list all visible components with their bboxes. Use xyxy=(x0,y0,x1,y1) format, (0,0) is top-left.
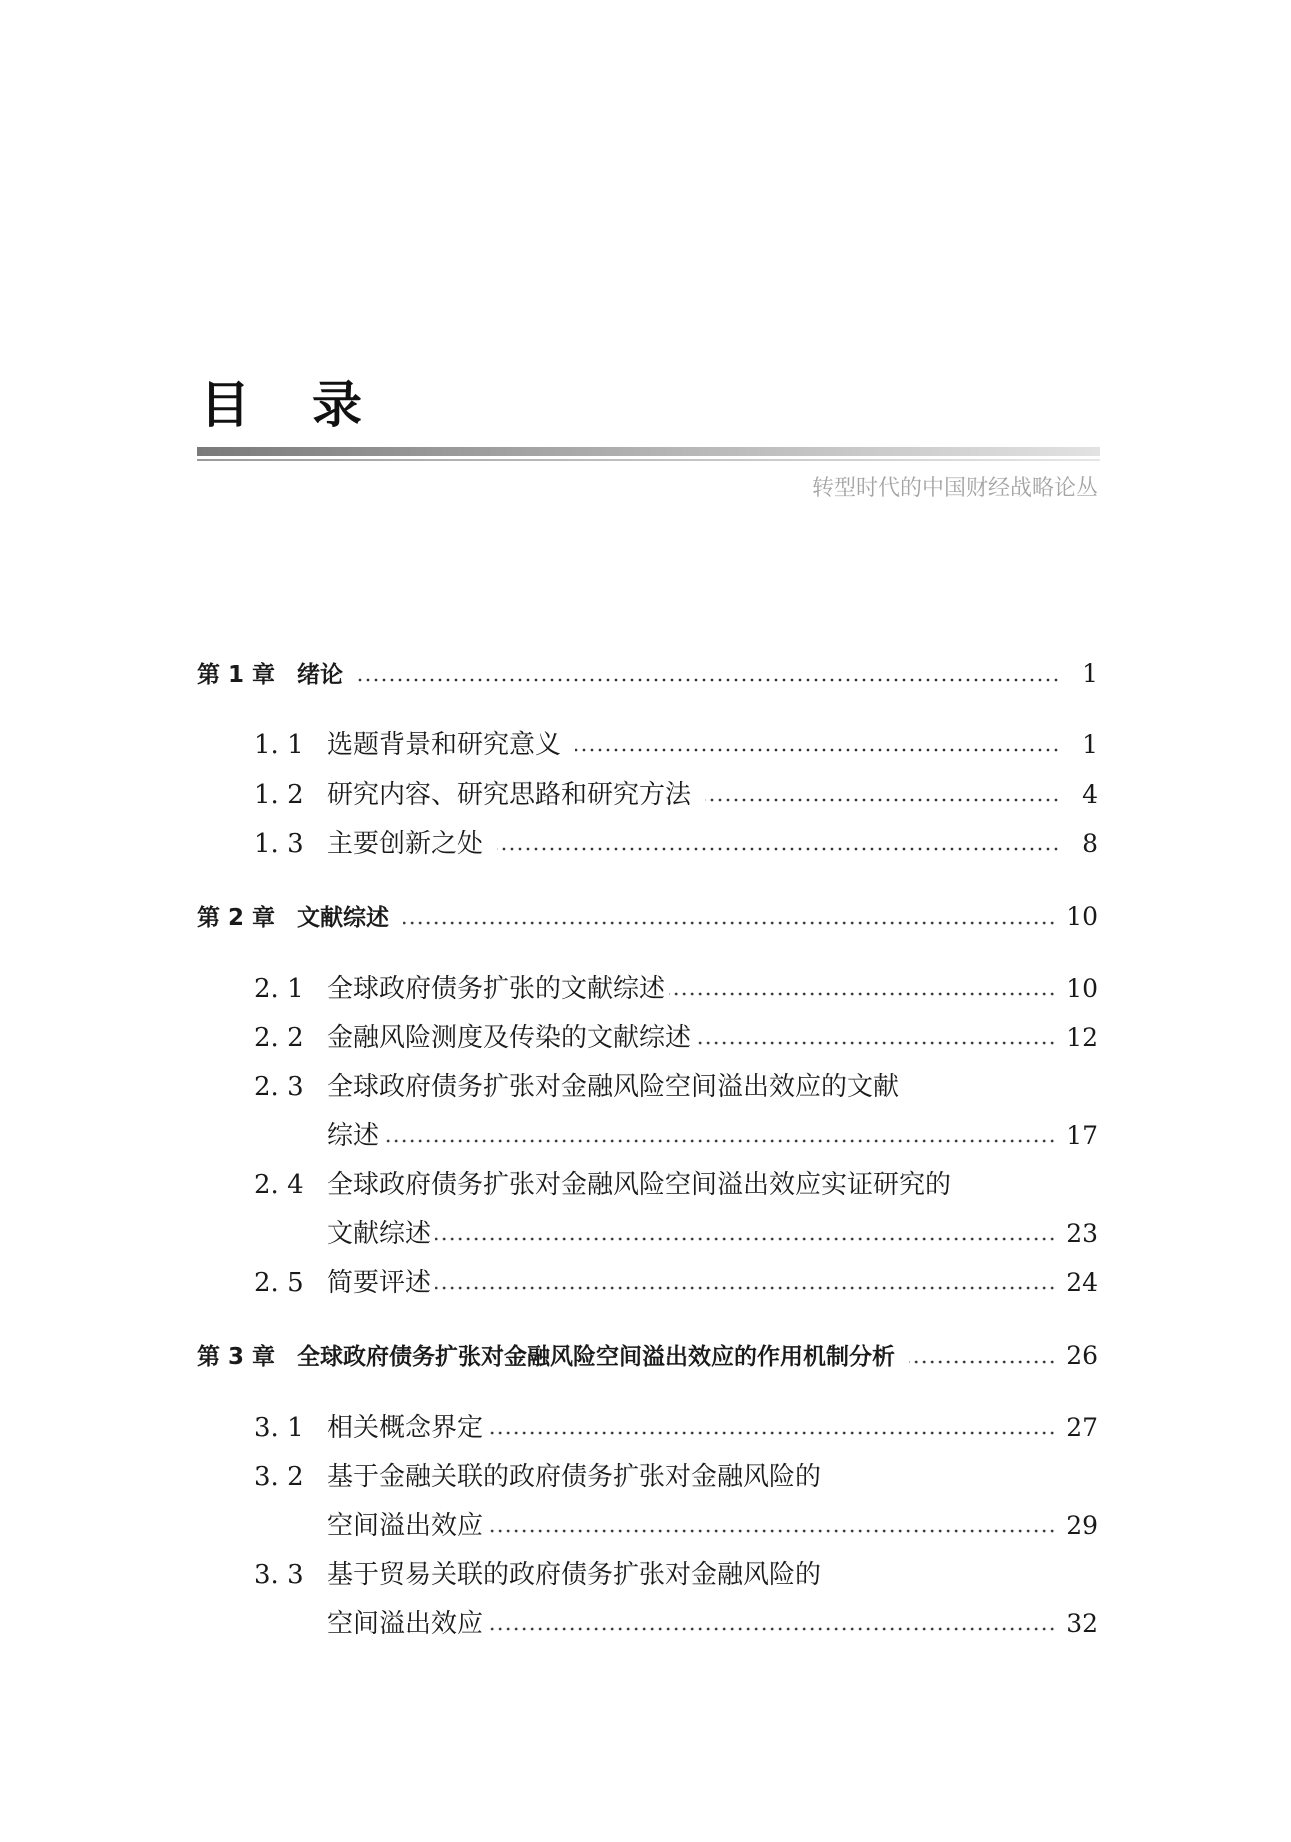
page-number: 17 xyxy=(1066,1121,1098,1150)
dot-leader xyxy=(383,1139,1056,1143)
section-title: 主要创新之处 xyxy=(327,829,484,859)
toc-section-2-4-continued[interactable] xyxy=(327,1216,1098,1252)
chapter-number: 第 2 章 xyxy=(197,905,276,931)
page-title: 目录 xyxy=(200,376,424,434)
dot-leader xyxy=(695,1041,1056,1045)
page-number: 8 xyxy=(1082,829,1098,858)
section-title: 选题背景和研究意义 xyxy=(327,730,562,760)
page-number: 12 xyxy=(1066,1023,1098,1052)
series-name: 转型时代的中国财经战略论丛 xyxy=(811,476,1098,501)
dot-leader xyxy=(487,1431,1056,1435)
section-title: 相关概念界定 xyxy=(327,1413,484,1443)
toc-section-1-3[interactable] xyxy=(254,826,1098,862)
section-number: 2. 3 xyxy=(254,1072,304,1102)
toc-chapter-1[interactable] xyxy=(197,656,1098,693)
dot-leader xyxy=(487,1529,1056,1533)
toc-section-3-1[interactable] xyxy=(254,1410,1098,1446)
page-number: 24 xyxy=(1066,1268,1098,1297)
page-number: 4 xyxy=(1082,780,1098,809)
page-number: 23 xyxy=(1066,1219,1098,1248)
dot-leader xyxy=(435,1237,1056,1241)
toc-section-2-1[interactable] xyxy=(254,971,1098,1007)
section-number: 2. 5 xyxy=(254,1268,304,1298)
chapter-title: 绪论 xyxy=(297,662,343,688)
section-number: 3. 2 xyxy=(254,1462,304,1492)
toc-section-3-3-continued[interactable] xyxy=(327,1606,1098,1642)
chapter-title: 全球政府债务扩张对金融风险空间溢出效应的作用机制分析 xyxy=(297,1344,895,1370)
dot-leader xyxy=(705,798,1060,802)
section-number: 1. 1 xyxy=(254,730,304,760)
page-number: 10 xyxy=(1066,974,1098,1003)
section-title: 全球政府债务扩张对金融风险空间溢出效应的文献 xyxy=(327,1072,900,1102)
dot-leader xyxy=(497,847,1060,851)
toc-section-3-2-continued[interactable] xyxy=(327,1508,1098,1544)
page-number: 1 xyxy=(1082,659,1098,688)
section-title-continued: 空间溢出效应 xyxy=(327,1511,484,1541)
page-number: 29 xyxy=(1066,1511,1098,1540)
section-title: 简要评述 xyxy=(327,1268,432,1298)
page-number: 26 xyxy=(1066,1341,1098,1370)
section-title: 全球政府债务扩张对金融风险空间溢出效应实证研究的 xyxy=(327,1170,952,1200)
toc-chapter-3[interactable] xyxy=(197,1338,1098,1375)
dot-leader xyxy=(909,1360,1056,1364)
toc-section-2-5[interactable] xyxy=(254,1265,1098,1301)
section-title: 基于贸易关联的政府债务扩张对金融风险的 xyxy=(327,1560,822,1590)
toc-section-3-3[interactable] xyxy=(254,1557,1098,1593)
dot-leader xyxy=(435,1286,1056,1290)
page-number: 10 xyxy=(1066,902,1098,931)
dot-leader xyxy=(487,1627,1056,1631)
section-number: 2. 4 xyxy=(254,1170,304,1200)
chapter-number: 第 1 章 xyxy=(197,662,276,688)
toc-section-2-4[interactable] xyxy=(254,1167,1098,1203)
dot-leader xyxy=(575,748,1060,752)
section-number: 1. 2 xyxy=(254,780,304,810)
section-title-continued: 空间溢出效应 xyxy=(327,1609,484,1639)
dot-leader xyxy=(403,921,1056,925)
toc-section-2-3-continued[interactable] xyxy=(327,1118,1098,1154)
chapter-title: 文献综述 xyxy=(297,905,389,931)
chapter-number: 第 3 章 xyxy=(197,1344,276,1370)
page-number: 32 xyxy=(1066,1609,1098,1638)
section-title: 金融风险测度及传染的文献综述 xyxy=(327,1023,692,1053)
toc-section-2-2[interactable] xyxy=(254,1020,1098,1056)
section-number: 3. 1 xyxy=(254,1413,304,1443)
section-title: 基于金融关联的政府债务扩张对金融风险的 xyxy=(327,1462,822,1492)
section-title: 全球政府债务扩张的文献综述 xyxy=(327,974,666,1004)
page-number: 27 xyxy=(1066,1413,1098,1442)
section-number: 3. 3 xyxy=(254,1560,304,1590)
section-number: 2. 1 xyxy=(254,974,304,1004)
section-number: 1. 3 xyxy=(254,829,304,859)
dot-leader xyxy=(669,992,1056,996)
toc-section-3-2[interactable] xyxy=(254,1459,1098,1495)
page-number: 1 xyxy=(1082,730,1098,759)
section-title-continued: 文献综述 xyxy=(327,1219,432,1249)
toc-chapter-2[interactable] xyxy=(197,899,1098,936)
toc-section-1-1[interactable] xyxy=(254,727,1098,763)
toc-section-1-2[interactable] xyxy=(254,777,1098,813)
toc-section-2-3[interactable] xyxy=(254,1069,1098,1105)
section-number: 2. 2 xyxy=(254,1023,304,1053)
dot-leader xyxy=(357,678,1060,682)
section-title-continued: 综述 xyxy=(327,1121,380,1151)
section-title: 研究内容、研究思路和研究方法 xyxy=(327,780,692,810)
